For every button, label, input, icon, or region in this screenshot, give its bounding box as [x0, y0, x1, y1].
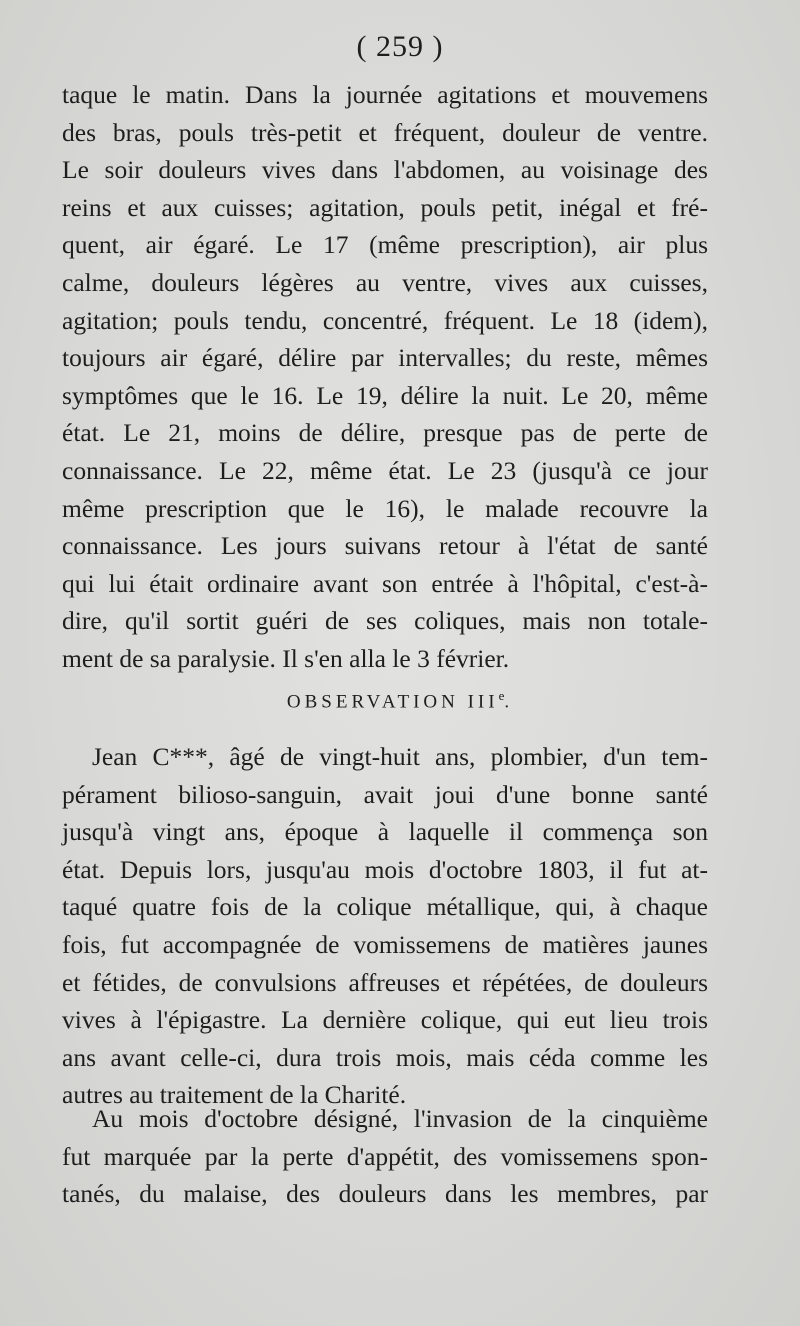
text-line: Jean C***, âgé de vingt-huit ans, plombier, d'un tem- [92, 742, 708, 771]
text-line: état. Depuis lors, jusqu'au mois d'octobre 1803, il fut at- [62, 854, 708, 884]
observation-heading [0, 688, 800, 713]
text-line: connaissance. Le 22, même état. Le 23 (jusqu'à ce jour [62, 455, 708, 485]
text-line: Le soir douleurs vives dans l'abdomen, au voisinage des [62, 155, 708, 185]
text-line: ans avant celle-ci, dura trois mois, mais céda comme les [62, 1042, 708, 1072]
text-line: connaissance. Les jours suivans retour à l'état de santé [62, 531, 708, 561]
text-line: jusqu'à vingt ans, époque à laquelle il commença son [62, 817, 708, 847]
text-line: et fétides, de convulsions affreuses et répétées, de douleurs [62, 967, 708, 997]
heading-suffix: . [504, 691, 514, 713]
text-line: calme, douleurs légères au ventre, vives aux cuisses, [62, 267, 708, 297]
text-line: quent, air égaré. Le 17 (même prescription), air plus [62, 230, 708, 260]
paragraph-case-history [62, 738, 708, 1114]
text-line: fois, fut accompagnée de vomissemens de matières jaunes [62, 929, 708, 959]
text-line: tanés, du malaise, des douleurs dans les membres, par [62, 1179, 708, 1209]
heading-label: OBSERVATION III [286, 691, 499, 713]
text-line: agitation; pouls tendu, concentré, fréquent. Le 18 (idem), [62, 305, 708, 335]
text-line: fut marquée par la perte d'appétit, des vomissemens spon- [62, 1141, 708, 1171]
text-line: toujours air égaré, délire par intervalles; du reste, mêmes [62, 343, 708, 373]
text-line: des bras, pouls très-petit et fréquent, douleur de ventre. [62, 117, 708, 147]
text-line: taque le matin. Dans la journée agitations et mouvemens [62, 80, 708, 109]
text-line: vives à l'épigastre. La dernière colique, qui eut lieu trois [62, 1005, 708, 1035]
text-line: symptômes que le 16. Le 19, délire la nuit. Le 20, même [62, 380, 708, 410]
text-line: Au mois d'octobre désigné, l'invasion de la cinquième [92, 1104, 708, 1133]
text-line: pérament bilioso-sanguin, avait joui d'une bonne santé [62, 779, 708, 809]
page-number: ( 259 ) [356, 30, 444, 63]
text-line: état. Le 21, moins de délire, presque pas de perte de [62, 418, 708, 448]
text-line: autres au traitement de la Charité. [62, 1080, 407, 1110]
text-line: ment de sa paralysie. Il s'en alla le 3 février. [62, 643, 510, 673]
text-line: qui lui était ordinaire avant son entrée à l'hôpital, c'est-à- [62, 568, 708, 598]
heading-superscript: e [498, 688, 505, 703]
paragraph-onset [62, 1100, 708, 1213]
text-line: même prescription que le 16), le malade recouvre la [62, 493, 708, 523]
text-line: taqué quatre fois de la colique métallique, qui, à chaque [62, 892, 708, 922]
text-line: reins et aux cuisses; agitation, pouls petit, inégal et fré- [62, 192, 708, 222]
text-line: dire, qu'il sortit guéri de ses coliques, mais non totale- [62, 606, 708, 636]
paragraph-continued-case [62, 76, 708, 678]
